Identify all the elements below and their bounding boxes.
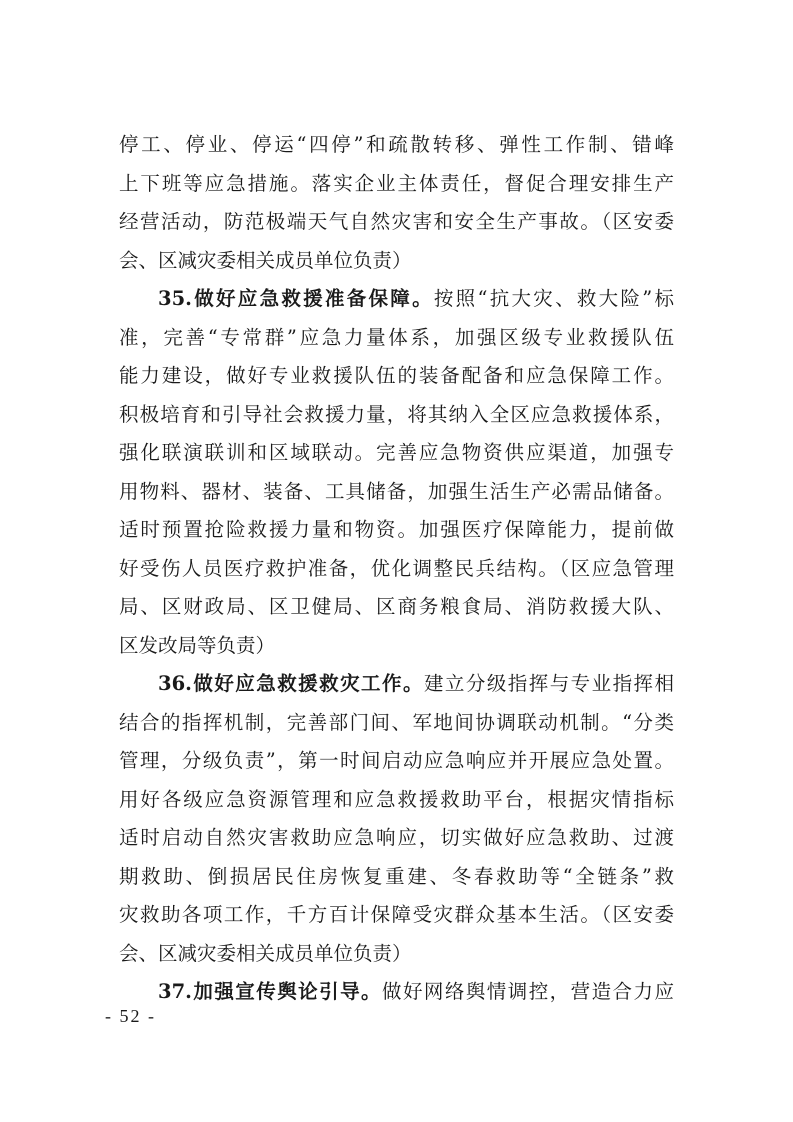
paragraph-continuation	[119, 126, 674, 280]
text-line: 适时启动自然灾害救助应急响应，切实做好应急救助、过渡	[119, 826, 674, 849]
text-line: 局、区财政局、区卫健局、区商务粮食局、消防救援大队、	[119, 595, 674, 618]
text-line: 灾救助各项工作，千方百计保障受灾群众基本生活。（区安委	[119, 903, 674, 926]
text-run: 按照“抗大灾、救大险”标	[433, 287, 674, 310]
text-line: 管理，分级负责”，第一时间启动应急响应并开展应急处置。	[119, 749, 674, 772]
text-line: 区发改局等负责）	[119, 633, 276, 657]
text-line	[119, 665, 674, 704]
text-run: 建立分级指挥与专业指挥相	[423, 672, 674, 695]
document-body	[119, 126, 674, 1012]
section-heading-37: 37.加强宣传舆论引导。	[158, 980, 383, 1003]
paragraph-36	[119, 665, 674, 973]
text-line: 适时预置抢险救援力量和物资。加强医疗保障能力，提前做	[119, 518, 674, 541]
paragraph-35	[119, 280, 674, 665]
text-line: 结合的指挥机制，完善部门间、军地间协调联动机制。“分类	[119, 710, 674, 734]
section-heading-36: 36.做好应急救援救灾工作。	[158, 672, 424, 695]
text-line: 期救助、倒损居民住房恢复重建、冬春救助等“全链条”救	[119, 864, 674, 888]
text-line: 会、区减灾委相关成员单位负责）	[119, 248, 412, 272]
text-line: 经营活动，防范极端天气自然灾害和安全生产事故。（区安委	[119, 210, 674, 233]
text-line: 能力建设，做好专业救援队伍的装备配备和应急保障工作。	[119, 364, 674, 387]
text-line: 用物料、器材、装备、工具储备，加强生活生产必需品储备。	[119, 479, 674, 503]
text-line: 停工、停业、停运“四停”和疏散转移、弹性工作制、错峰	[119, 133, 674, 156]
text-line: 好受伤人员医疗救护准备，优化调整民兵结构。（区应急管理	[119, 556, 674, 580]
section-heading-35: 35.做好应急救援准备保障。	[158, 287, 434, 310]
text-line: 强化联演联训和区域联动。完善应急物资供应渠道，加强专	[119, 441, 674, 464]
text-line: 用好各级应急资源管理和应急救援救助平台，根据灾情指标	[119, 787, 674, 811]
text-run: 做好网络舆情调控，营造合力应	[382, 980, 674, 1003]
page-number: - 52 -	[105, 1006, 156, 1026]
paragraph-37	[119, 973, 674, 1012]
text-line	[119, 973, 674, 1012]
text-line: 积极培育和引导社会救援力量，将其纳入全区应急救援体系，	[119, 402, 674, 426]
text-line: 会、区减灾委相关成员单位负责）	[119, 941, 412, 965]
text-line: 准，完善“专常群”应急力量体系，加强区级专业救援队伍	[119, 325, 674, 349]
text-line	[119, 280, 674, 319]
text-line: 上下班等应急措施。落实企业主体责任，督促合理安排生产	[119, 171, 674, 195]
